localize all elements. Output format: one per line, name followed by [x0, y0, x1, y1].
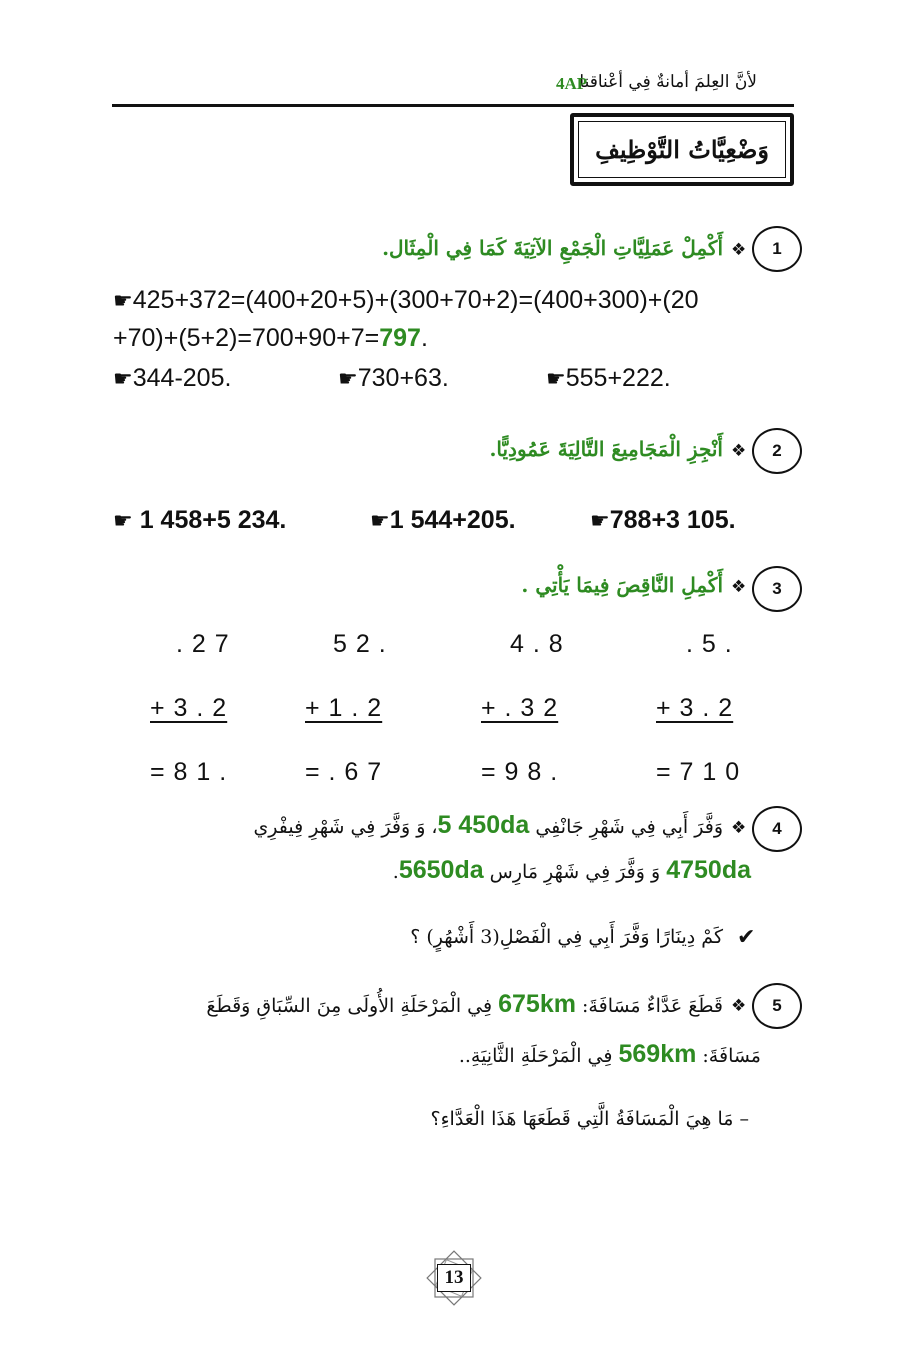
q3-col2-result: = . 6 7	[305, 758, 383, 786]
pointing-hand-icon: ☛	[546, 366, 566, 391]
q3-col3-add: + . 3 2	[481, 694, 559, 722]
q5-line1: قَطَعَ عَدَّاءٌ مَسَافَةَ: 675km فِي الْمَرْحَلَةِ الأُولَى مِنَ السِّبَاقِ وَقَطَعَ	[206, 990, 723, 1018]
q3-col4-top: . 5 .	[686, 630, 733, 658]
q5-number-circle	[752, 983, 802, 1029]
q3-col2-add: + 1 . 2	[305, 694, 383, 722]
q4-value-january: 5 450da	[437, 811, 530, 839]
q3-number-circle	[752, 566, 802, 612]
q4-number-circle	[752, 806, 802, 852]
q1-example-line2	[113, 324, 428, 353]
q4-number: 4	[772, 819, 782, 838]
q5-line2: مَسَافَةَ: 569km فِي الْمَرْحَلَةِ الثَّانِيَةِ..	[458, 1040, 761, 1068]
q2-instruction: أَنْجِزِ الْمَجَامِيعَ التَّالِيَةَ عَمُودِيًّا.	[489, 437, 723, 461]
q4-value-february: 4750da	[666, 856, 751, 884]
q3-col3-result: = 9 8 .	[481, 758, 559, 786]
q5-value-stage1: 675km	[498, 990, 576, 1018]
q3-number: 3	[772, 579, 782, 598]
q1-example-text2: +70)+(5+2)=700+90+7=	[113, 324, 380, 352]
header-rule	[112, 104, 794, 107]
q5-number: 5	[772, 996, 782, 1015]
page-title: وَضْعِيَّاتُ التَّوْظِيفِ	[595, 135, 769, 164]
diamond-bullet-icon: ❖	[731, 577, 747, 597]
pointing-hand-icon: ☛	[113, 288, 133, 313]
q2-number-circle	[752, 428, 802, 474]
q2-exercise-3: ☛788+3 105.	[590, 506, 736, 534]
diamond-bullet-icon: ❖	[731, 818, 747, 838]
q1-example-line1	[113, 286, 699, 315]
q3-col4-result: = 7 1 0	[656, 758, 741, 786]
q3-instruction: أَكْمِلِ النَّاقِصَ فِيمَا يَأْتِي .	[521, 573, 723, 597]
pointing-hand-icon: ☛	[338, 366, 358, 391]
q1-exercise-2: ☛730+63.	[338, 364, 449, 392]
q1-exercise-1: ☛344-205.	[113, 364, 232, 392]
q4-value-march: 5650da	[398, 856, 484, 884]
q1-number: 1	[772, 239, 782, 258]
pointing-hand-icon: ☛	[113, 508, 133, 533]
pointing-hand-icon: ☛	[113, 366, 133, 391]
pointing-hand-icon: ☛	[370, 508, 390, 533]
q4-line2: 4750da وَ وَفَّرَ فِي شَهْرِ مَارِس 5650da.	[392, 856, 751, 884]
header-motto: لأنَّ العِلمَ أمانةٌ فِي أعْناقنا	[579, 72, 757, 92]
q5-question: – مَا هِيَ الْمَسَافَةُ الَّتِي قَطَعَهَا هَذَا الْعَدَّاءِ؟	[430, 1108, 749, 1130]
q3-col4-add: + 3 . 2	[656, 694, 734, 722]
q4-line1: وَفَّرَ أَبِي فِي شَهْرِ جَانْفِي 5 450da، وَ وَفَّرَ فِي شَهْرِ فِيفْرِي	[253, 811, 723, 839]
page-number: 13	[437, 1264, 471, 1292]
q1-example-result: 797	[379, 324, 421, 352]
q1-instruction: أَكْمِلْ عَمَلِيَّاتِ الْجَمْعِ الآتِيَةَ كَمَا فِي الْمِثَال.	[382, 236, 723, 260]
title-box	[570, 113, 794, 186]
diamond-bullet-icon: ❖	[731, 441, 747, 461]
q3-col1-add: + 3 . 2	[150, 694, 228, 722]
q3-col3-top: 4 . 8	[510, 630, 564, 658]
pointing-hand-icon: ☛	[590, 508, 610, 533]
q1-number-circle	[752, 226, 802, 272]
title-inner-frame	[578, 121, 786, 178]
checkmark-icon: ✔	[737, 925, 756, 950]
q3-col2-top: 5 2 .	[333, 630, 387, 658]
q1-example-text1: 425+372=(400+20+5)+(300+70+2)=(400+300)+(20	[132, 286, 699, 314]
q3-col1-result: = 8 1 .	[150, 758, 228, 786]
q2-number: 2	[772, 441, 782, 460]
q1-exercise-3: ☛555+222.	[546, 364, 671, 392]
q3-col1-top: . 2 7	[176, 630, 230, 658]
q2-exercise-1: ☛ 1 458+5 234.	[113, 506, 287, 534]
diamond-bullet-icon: ❖	[731, 240, 747, 260]
header-code: 4AP	[556, 74, 588, 93]
q2-exercise-2: ☛1 544+205.	[370, 506, 516, 534]
q1-example-end: .	[420, 324, 428, 352]
q5-value-stage2: 569km	[618, 1040, 697, 1068]
q4-question: كَمْ دِينَارًا وَفَّرَ أَبِي فِي الْفَصْلِ(3 أَشْهُرٍ) ؟	[410, 926, 723, 948]
diamond-bullet-icon: ❖	[731, 996, 747, 1016]
